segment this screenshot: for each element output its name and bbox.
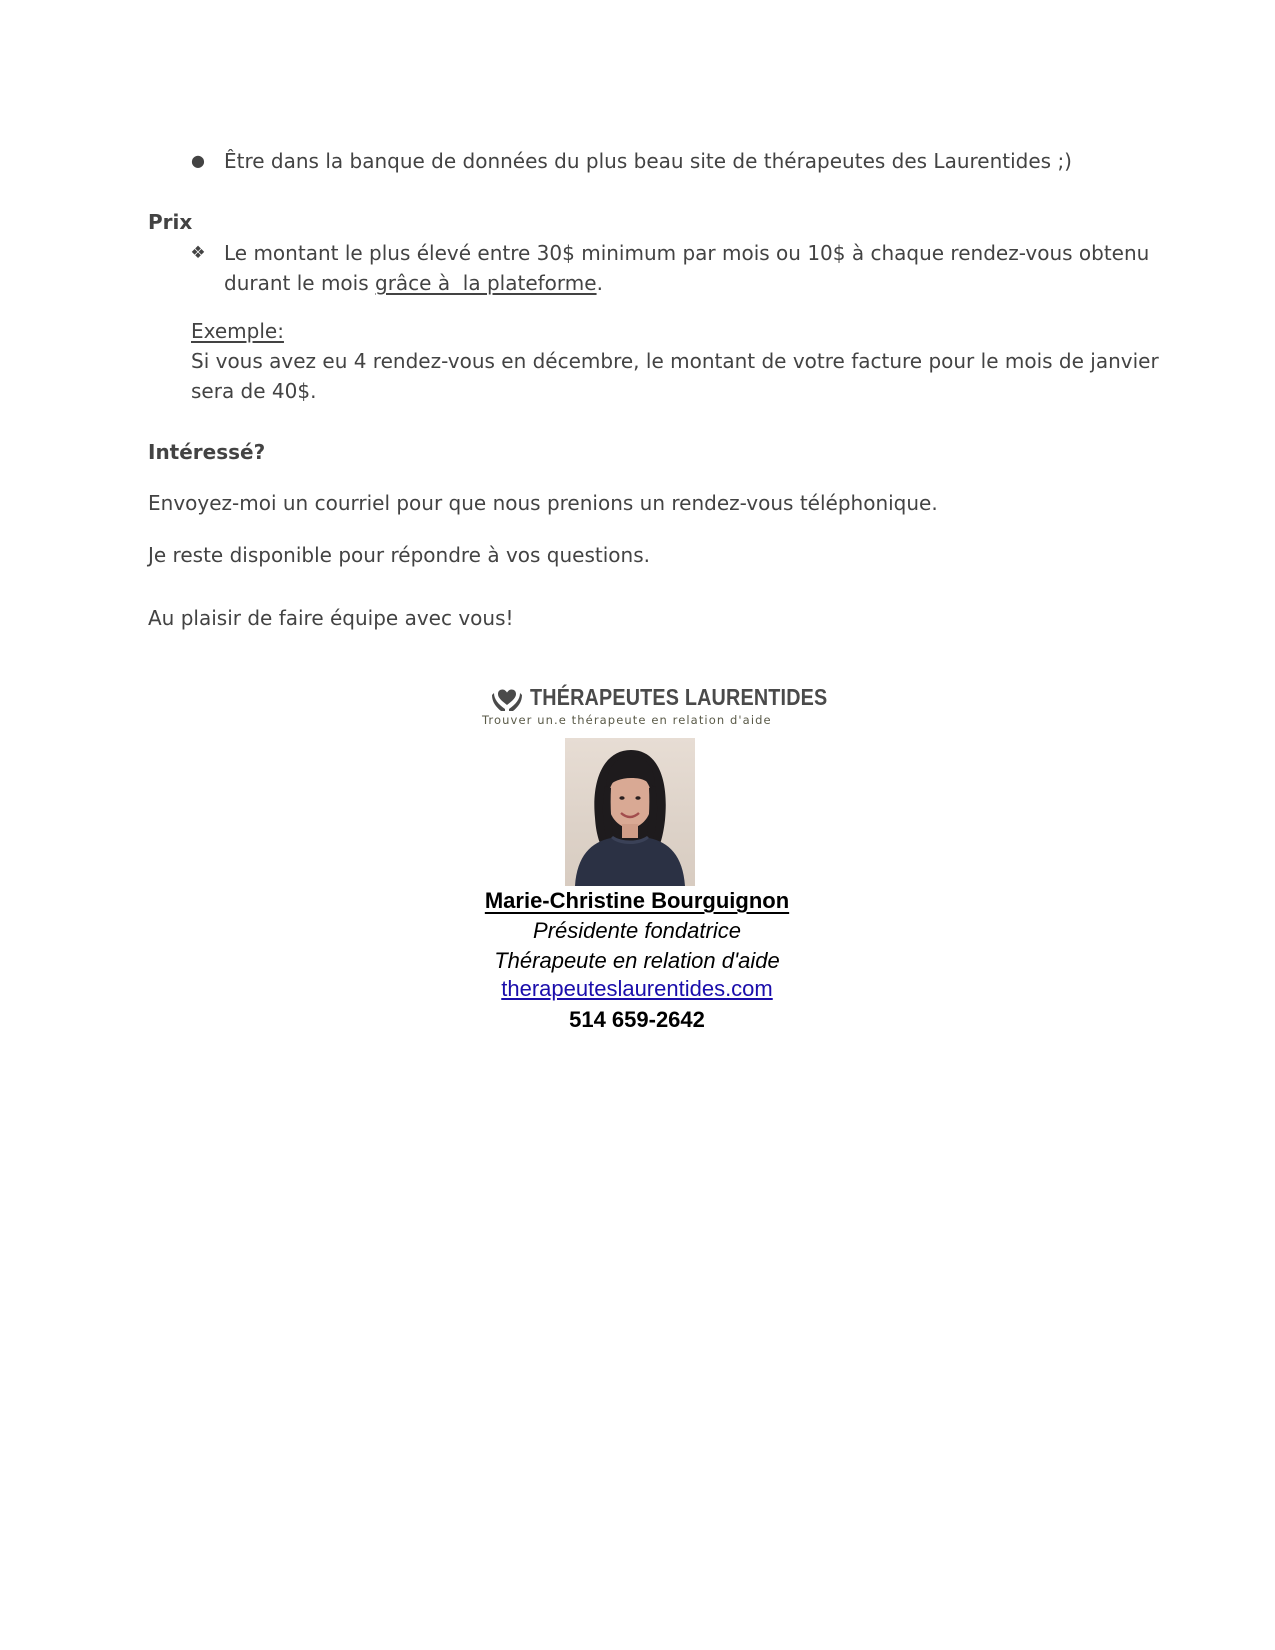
profile-photo [565, 738, 695, 886]
example-label: Exemple: [191, 319, 284, 343]
signature-name [387, 888, 887, 914]
example-block [191, 316, 1159, 406]
prix-item-text [224, 238, 1150, 298]
website-link[interactable]: therapeuteslaurentides.com [501, 976, 773, 1001]
example-line-1: Si vous avez eu 4 rendez-vous en décembre, le montant de votre facture pour le mois de janvier [191, 349, 1159, 373]
logo-subtitle: Trouver un.e thérapeute en relation d'aide [482, 713, 772, 727]
logo [470, 684, 828, 736]
bullet-marker: ● [191, 151, 205, 170]
prix-line-1: Le montant le plus élevé entre 30$ minimum par mois ou 10$ à chaque rendez-vous obtenu [224, 241, 1150, 265]
paragraph-closing: Au plaisir de faire équipe avec vous! [148, 606, 514, 630]
signature-name-text: Marie-Christine Bourguignon [484, 888, 790, 913]
bullet-text: Être dans la banque de données du plus beau site de thérapeutes des Laurentides ;) [224, 149, 1072, 173]
paragraph-available: Je reste disponible pour répondre à vos questions. [148, 543, 650, 567]
platform-underlined-text: grâce à la plateforme [375, 271, 597, 295]
prix-line-2-suffix: . [596, 271, 603, 295]
diamond-bullet-icon: ❖ [190, 243, 206, 263]
list-item-prix [186, 238, 1150, 298]
heart-hands-icon [492, 685, 522, 711]
signature-role-2: Thérapeute en relation d'aide [494, 948, 780, 973]
signature-role-1: Présidente fondatrice [533, 918, 741, 943]
prix-line-2 [224, 268, 1106, 298]
signature-website [387, 976, 887, 1002]
prix-line-2-prefix: durant le mois [224, 271, 375, 295]
section-heading-interesse: Intéressé? [148, 440, 266, 464]
section-heading-prix: Prix [148, 210, 193, 234]
example-line-2: sera de 40$. [191, 379, 317, 403]
portrait-image [565, 738, 695, 886]
signature-phone: 514 659-2642 [569, 1007, 705, 1032]
logo-title: THÉRAPEUTES LAURENTIDES [530, 684, 828, 710]
paragraph-email: Envoyez-moi un courriel pour que nous prenions un rendez-vous téléphonique. [148, 491, 938, 515]
